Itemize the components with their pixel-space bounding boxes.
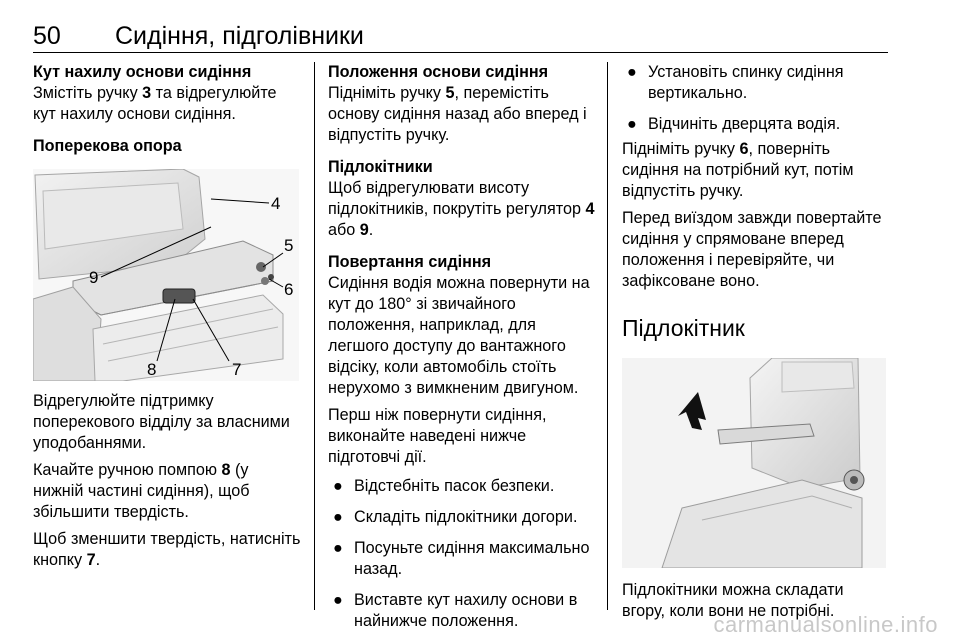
figure-label: 4 — [271, 194, 281, 213]
heading-seat-position: Положення основи сидіння — [328, 63, 549, 81]
figure-label: 9 — [89, 268, 99, 287]
heading-armrests: Підлокітники — [328, 158, 433, 176]
para-lumbar: Відрегулюйте підтримку поперекового відділу за власними уподобаннями. — [33, 392, 290, 452]
list-item: ● Складіть підлокітники догори. — [333, 508, 578, 526]
heading-lumbar: Поперекова опора — [33, 137, 182, 155]
heading-rotation: Повертання сидіння — [328, 253, 492, 271]
watermark: carmanualsonline.info — [713, 612, 938, 637]
column-divider-1 — [314, 62, 315, 610]
heading-seat-angle: Кут нахилу основи сидіння — [33, 63, 252, 81]
list-item: ● Установіть спинку сидіння вертикально. — [627, 63, 844, 102]
para-armrests: Щоб відрегулювати висоту підлокітників, покрутіть регулятор 4 або 9. — [328, 179, 595, 239]
figure-label: 8 — [147, 360, 157, 379]
figure-label: 7 — [232, 360, 242, 379]
para-fold-armrest: Підлокітники можна складати вгору, коли вони не потрібні. — [622, 581, 844, 620]
figure-label: 5 — [284, 236, 294, 255]
figure-label: 6 — [284, 280, 294, 299]
para-seat-position: Підніміть ручку 5, перемістіть основу сидіння назад або вперед і відпустіть ручку. — [328, 84, 587, 144]
rotation-steps-cont — [622, 62, 890, 135]
para-rotation: Сидіння водія можна повернути на кут до 180° зі звичайного положення, наприклад, для легшого доступу до вантажного відсіку, коли автомобіль стоїть нерухомо з вимкненим двигуном. — [328, 274, 590, 397]
para-turn-seat: Підніміть ручку 6, поверніть сидіння на потрібний кут, потім відпустіть ручку. — [622, 140, 854, 200]
column-3 — [622, 62, 890, 633]
list-item: ● Відстебніть пасок безпеки. — [333, 477, 555, 495]
page-number: 50 — [33, 22, 61, 50]
page-header — [33, 22, 886, 52]
rotation-steps — [328, 476, 596, 632]
heading-armrest: Підлокітник — [622, 315, 745, 341]
para-before-rotation: Перш ніж повернути сидіння, виконайте наведені нижче підготовчі дії. — [328, 406, 547, 466]
lumbar-figure — [33, 169, 299, 381]
armrest-figure — [622, 358, 886, 568]
column-2 — [328, 62, 596, 642]
list-item: ● Виставте кут нахилу основи в найнижче положення. — [333, 591, 578, 630]
section-title: Сидіння, підголівники — [115, 22, 364, 50]
para-check-lock: Перед виїздом завжди повертайте сидіння у спрямоване вперед положення і перевіряйте, чи зафіксоване воно. — [622, 209, 882, 290]
column-1 — [33, 62, 301, 582]
para-seat-angle: Змістіть ручку 3 та відрегулюйте кут нахилу основи сидіння. — [33, 84, 277, 123]
column-divider-2 — [607, 62, 608, 610]
para-pump: Качайте ручною помпою 8 (у нижній частині сидіння), щоб збільшити твердість. — [33, 461, 250, 521]
para-reduce: Щоб зменшити твердість, натисніть кнопку 7. — [33, 530, 301, 569]
header-rule — [33, 52, 888, 53]
list-item: ● Посуньте сидіння максимально назад. — [333, 539, 590, 578]
list-item: ● Відчиніть дверцята водія. — [627, 115, 841, 133]
